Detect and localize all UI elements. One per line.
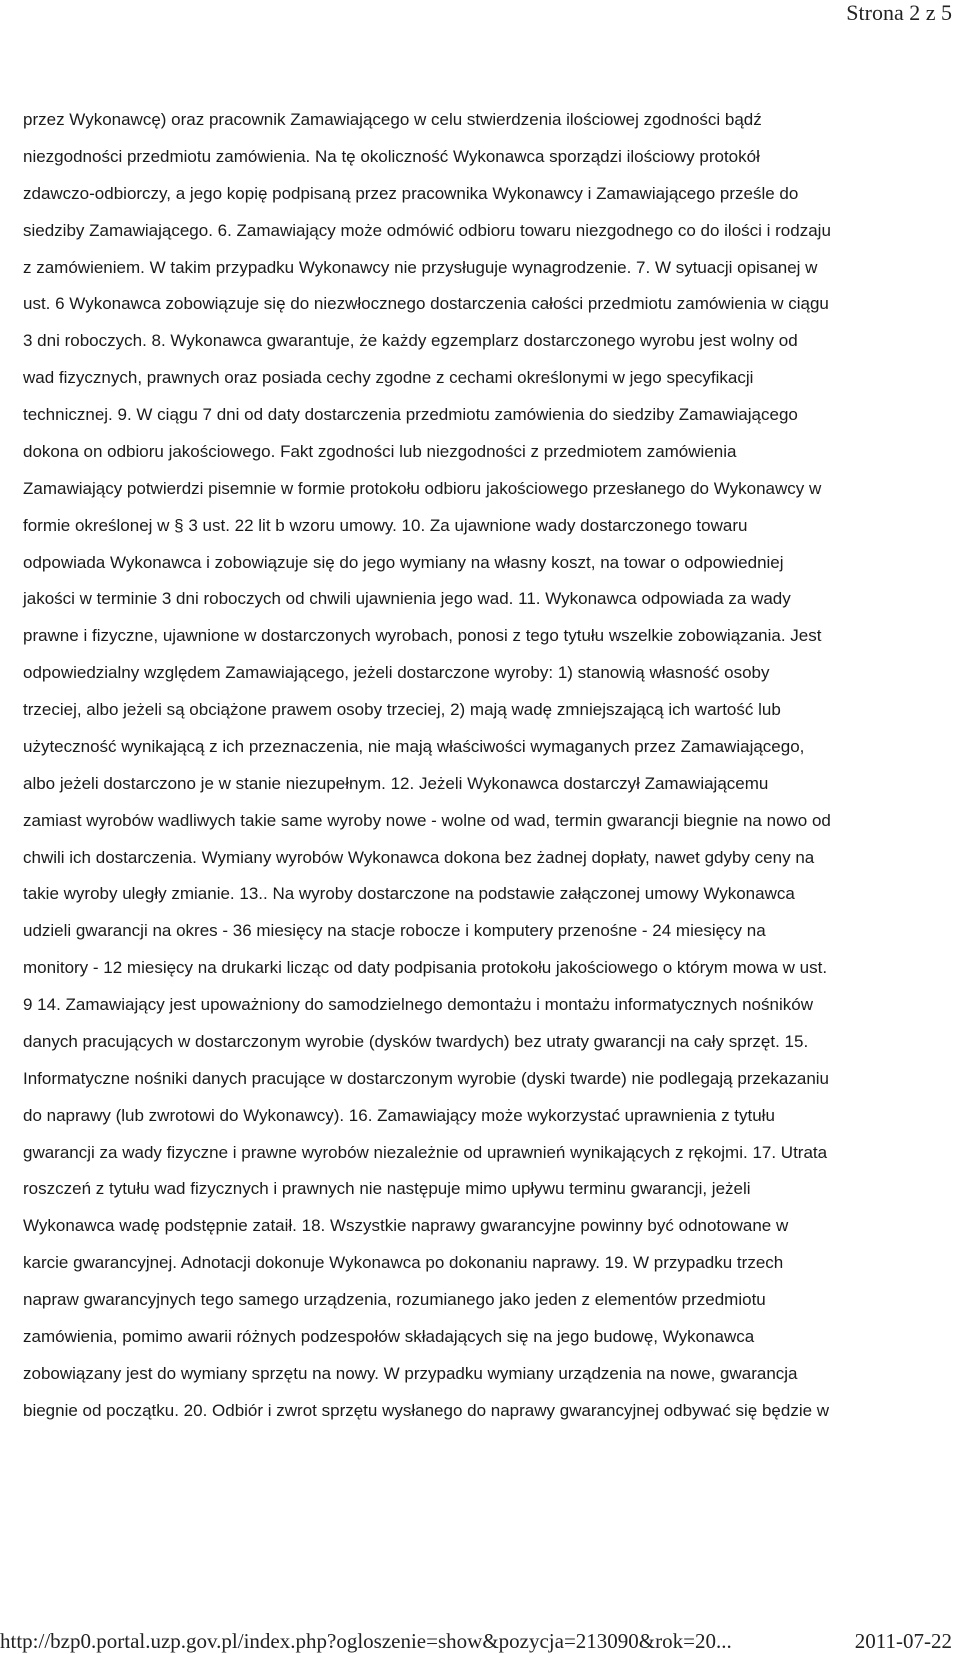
footer-url: http://bzp0.portal.uzp.gov.pl/index.php?ogloszenie=show&pozycja=213090&rok=20... bbox=[0, 1629, 732, 1653]
body-line: formie określonej w § 3 ust. 22 lit b wzoru umowy. 10. Za ujawnione wady dostarczonego towaru bbox=[23, 515, 748, 535]
body-line: odpowiada Wykonawca i zobowiązuje się do jego wymiany na własny koszt, na towar o odpowiedniej bbox=[23, 552, 784, 572]
body-line: 9 14. Zamawiający jest upoważniony do samodzielnego demontażu i montażu informatycznych nośników bbox=[23, 995, 813, 1014]
body-line: danych pracujących w dostarczonym wyrobie (dysków twardych) bez utraty gwarancji na cały sprzęt. 15. bbox=[23, 1031, 809, 1051]
body-line: z zamówieniem. W takim przypadku Wykonawcy nie przysługuje wynagrodzenie. 7. W sytuacji opisanej w bbox=[23, 257, 818, 277]
body-line: zobowiązany jest do wymiany sprzętu na nowy. W przypadku wymiany urządzenia na nowe, gwarancja bbox=[23, 1363, 798, 1383]
footer-date: 2011-07-22 bbox=[854, 1629, 952, 1653]
body-line: Zamawiający potwierdzi pisemnie w formie protokołu odbioru jakościowego przesłanego do Wykonawcy w bbox=[23, 478, 822, 498]
body-line: takie wyroby uległy zmianie. 13.. Na wyroby dostarczone na podstawie załączonej umowy Wykonawca bbox=[23, 884, 795, 904]
body-line: dokona on odbioru jakościowego. Fakt zgodności lub niezgodności z przedmiotem zamówienia bbox=[23, 441, 737, 461]
body-line: zamiast wyrobów wadliwych takie same wyroby nowe - wolne od wad, termin gwarancji biegnie na nowo od bbox=[23, 810, 831, 830]
body-line: zdawczo-odbiorczy, a jego kopię podpisaną przez pracownika Wykonawcy i Zamawiającego prześle do bbox=[23, 183, 799, 203]
body-line: udzieli gwarancji na okres - 36 miesięcy na stacje robocze i komputery przenośne - 24 miesięcy na bbox=[23, 921, 766, 941]
body-line: gwarancji za wady fizyczne i prawne wyrobów niezależnie od uprawnień wynikających z rękojmi. 17. Utrata bbox=[23, 1142, 828, 1162]
body-line: technicznej. 9. W ciągu 7 dni od daty dostarczenia przedmiotu zamówienia do siedziby Zamawiającego bbox=[23, 405, 798, 424]
body-line: trzeciej, albo jeżeli są obciążone prawem osoby trzeciej, 2) mają wadę zmniejszającą ich wartość lub bbox=[23, 700, 781, 719]
body-line: siedziby Zamawiającego. 6. Zamawiający może odmówić odbioru towaru niezgodnego co do ilości i rodzaju bbox=[23, 220, 831, 240]
body-line: chwili ich dostarczenia. Wymiany wyrobów Wykonawca dokona bez żadnej dopłaty, nawet gdyby ceny na bbox=[23, 847, 815, 867]
body-line: 3 dni roboczych. 8. Wykonawca gwarantuje, że każdy egzemplarz dostarczonego wyrobu jest wolny od bbox=[23, 331, 798, 351]
body-line: roszczeń z tytułu wad fizycznych i prawnych nie następuje mimo upływu terminu gwarancji, jeżeli bbox=[23, 1179, 751, 1199]
body-line: prawne i fizyczne, ujawnione w dostarczonych wyrobach, ponosi z tego tytułu wszelkie zobowiązania. Jest bbox=[23, 626, 822, 646]
body-line: Wykonawca wadę podstępnie zataił. 18. Wszystkie naprawy gwarancyjne powinny być odnotowane w bbox=[23, 1216, 789, 1236]
body-line: monitory - 12 miesięcy na drukarki licząc od daty podpisania protokołu jakościowego o którym mowa w ust. bbox=[23, 958, 828, 978]
body-line: ust. 6 Wykonawca zobowiązuje się do niezwłocznego dostarczenia całości przedmiotu zamówienia w ciągu bbox=[23, 294, 829, 314]
body-line: Informatyczne nośniki danych pracujące w dostarczonym wyrobie (dyski twarde) nie podlegają przekazaniu bbox=[23, 1068, 830, 1088]
body-line: odpowiedzialny względem Zamawiającego, jeżeli dostarczone wyroby: 1) stanowią własność osoby bbox=[23, 663, 770, 683]
body-line: niezgodności przedmiotu zamówienia. Na tę okoliczność Wykonawca sporządzi ilościowy protokół bbox=[23, 146, 760, 166]
body-line: do naprawy (lub zwrotowi do Wykonawcy). 16. Zamawiający może wykorzystać uprawnienia z tytułu bbox=[23, 1105, 775, 1125]
body-line: biegnie od początku. 20. Odbiór i zwrot sprzętu wysłanego do naprawy gwarancyjnej odbywać się będzie w bbox=[23, 1400, 830, 1420]
body-line: wad fizycznych, prawnych oraz posiada cechy zgodne z cechami określonymi w jego specyfikacji bbox=[23, 368, 754, 388]
body-line: przez Wykonawcę) oraz pracownik Zamawiającego w celu stwierdzenia ilościowej zgodności bądź bbox=[23, 110, 762, 129]
body-line: zamówienia, pomimo awarii różnych podzespołów składających się na jego budowę, Wykonawca bbox=[23, 1326, 755, 1346]
document-body bbox=[23, 102, 958, 1430]
body-line: karcie gwarancyjnej. Adnotacji dokonuje Wykonawca po dokonaniu naprawy. 19. W przypadku trzech bbox=[23, 1253, 784, 1273]
body-line: napraw gwarancyjnych tego samego urządzenia, rozumianego jako jeden z elementów przedmiotu bbox=[23, 1290, 766, 1309]
page-footer bbox=[0, 1628, 960, 1654]
body-line: albo jeżeli dostarczono je w stanie niezupełnym. 12. Jeżeli Wykonawca dostarczył Zamawiającemu bbox=[23, 773, 769, 793]
body-line: jakości w terminie 3 dni roboczych od chwili ujawnienia jego wad. 11. Wykonawca odpowiada za wady bbox=[23, 589, 791, 609]
body-line: użyteczność wynikającą z ich przeznaczenia, nie mają właściwości wymaganych przez Zamawiającego, bbox=[23, 736, 805, 756]
page-indicator: Strona 2 z 5 bbox=[846, 0, 952, 25]
